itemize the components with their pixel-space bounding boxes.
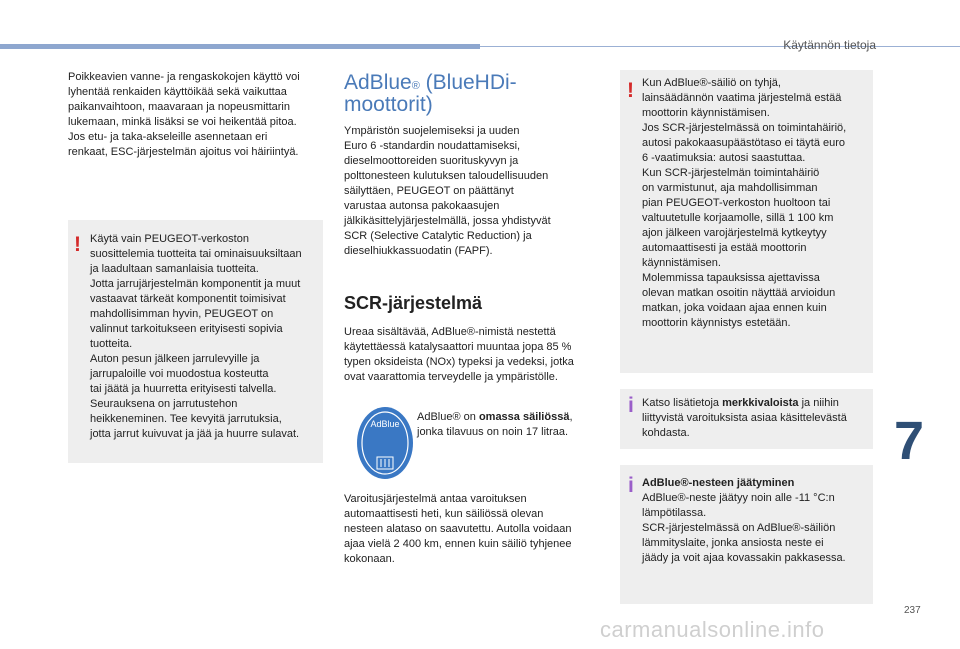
tank-paragraph [417, 410, 573, 440]
header-accent-bar [0, 44, 480, 49]
text-line: jarrupaloille voi muodostua kosteutta [90, 368, 269, 380]
text-line: tai jäätä ja huurretta erityisesti talvella. [90, 383, 277, 395]
text-line: tuotteita. [90, 338, 133, 350]
text-line: nesteen alataso on saavutettu. Autolla voidaan [344, 523, 572, 535]
cap-label: AdBlue [370, 419, 400, 429]
text-line: 6 -vaatimuksia: autosi saastuttaa. [642, 152, 806, 164]
warning-box-adblue-empty [620, 70, 873, 373]
text-line: jälkikäsittelyjärjestelmällä, jossa yhdistyvät [344, 215, 551, 227]
watermark: carmanualsonline.info [600, 617, 825, 642]
text-line: AdBlue® on omassa säiliössä, [417, 411, 573, 423]
text-line: automaattisesti ja estää moottorin [642, 242, 807, 254]
warning-icon: ! [627, 79, 634, 102]
text-line: valtuutetulle korjaamolle, sillä 1 100 km [642, 212, 834, 224]
text-line: matkan, joka voidaan ajaa ennen kuin [642, 302, 827, 314]
info-box-freezing [620, 465, 873, 604]
subheading-scr: SCR-järjestelmä [344, 293, 483, 313]
text-line: ja laadultaan samanlaisia tuotteita. [90, 263, 259, 275]
text-line: Molemmissa tapauksissa ajettavissa [642, 272, 820, 284]
text-line: lyhentää renkaiden käyttöikää sekä vaikuttaa [68, 86, 287, 98]
text-line: moottorin käynnistämisen. [642, 107, 770, 119]
text-line: olevan matkan osoitin näyttää arvioidun [642, 287, 836, 299]
heading-line-2: moottorit) [344, 93, 433, 116]
text-line: autosi pakokaasupäästötaso ei täytä euro [642, 137, 846, 149]
text-line: SCR-järjestelmässä on AdBlue®-säiliön [642, 522, 836, 534]
text-line: Varoitusjärjestelmä antaa varoituksen [344, 493, 527, 505]
text-line: ovat vaarattomia terveydelle ja ympäristölle. [344, 371, 558, 383]
text-line: käytettäessä katalysaattori muuntaa jopa 85 % [344, 341, 572, 353]
text-line: ajaa vielä 2 400 km, ennen kuin säiliö tyhjenee [344, 538, 572, 550]
text-line: käynnistämisen. [642, 257, 721, 269]
text-line: varustaa autonsa pakokaasujen [344, 200, 500, 212]
text-line: vastaavat tärkeät komponentit toimisivat [90, 293, 286, 305]
info-box-warning-lights [620, 389, 873, 449]
text-line: SCR (Selective Catalytic Reduction) ja [344, 230, 532, 242]
adblue-cap-icon [355, 405, 415, 487]
page-heading [344, 72, 517, 116]
text-line: Ympäristön suojelemiseksi ja uuden [344, 125, 520, 137]
text-line: on varmistunut, aja mahdollisimman [642, 182, 818, 194]
text-line: Jotta jarrujärjestelmän komponentit ja muut [90, 278, 301, 290]
text-line: polttonesteen kulutuksen taloudellisuuden [344, 170, 549, 182]
text-line: paikanvaihtoon, maavaraan ja nopeusmittarin [68, 101, 290, 113]
text-line: Auton pesun jälkeen jarrulevyille ja [90, 353, 260, 365]
text-line: suosittelemia tuotteita tai ominaisuuksiltaan [90, 248, 302, 260]
text-line: jäädy ja voit ajaa kovassakin pakkasessa. [642, 552, 846, 564]
text-line: lukemaan, minkä lisäksi se voi heikentää pitoa. [68, 116, 297, 128]
cap-body [357, 407, 413, 479]
info-title: AdBlue®-nesteen jäätyminen [642, 477, 795, 489]
text-line: liittyvistä varoituksista asiaa käsittelevästä [642, 412, 847, 424]
text-line: Poikkeavien vanne- ja rengaskokojen käyttö voi [68, 71, 300, 83]
scr-paragraph [344, 325, 574, 385]
info-icon: i [628, 474, 634, 497]
text-line: kohdasta. [642, 427, 690, 439]
middle-intro-paragraph [344, 124, 551, 259]
text-line: Käytä vain PEUGEOT-verkoston [90, 233, 249, 245]
text-line: dieselmoottoreiden suorituskyvyn ja [344, 155, 519, 167]
text-line: Jos SCR-järjestelmässä on toimintahäiriö, [642, 122, 847, 134]
chapter-number: 7 [894, 411, 925, 471]
text-line: lämpötilassa. [642, 507, 707, 519]
text-line: ajon jälkeen varojärjestelmä kytkeytyy [642, 227, 827, 239]
left-intro-paragraph [68, 70, 300, 160]
text-line: heikkeneminen. Tee kevyitä jarrutuksia, [90, 413, 282, 425]
heading-line-1: AdBlue® (BlueHDi- [344, 71, 517, 94]
page-number: 237 [904, 605, 921, 616]
text-line: lainsäädännön vaatima järjestelmä estää [642, 92, 842, 104]
text-line: Euro 6 -standardin noudattamiseksi, [344, 140, 521, 152]
warning-text [90, 232, 302, 442]
text-line: lämmityslaite, jonka ansiosta neste ei [642, 537, 824, 549]
text-line: jonka tilavuus on noin 17 litraa. [417, 426, 569, 438]
text-line: mahdollisimman hyvin, PEUGEOT on [90, 308, 274, 320]
text-line: pian PEUGEOT-verkoston huoltoon tai [642, 197, 831, 209]
text-line: valinnut tarkoitukseen erityisesti sopivia [90, 323, 283, 335]
warning-icon: ! [74, 233, 81, 256]
section-title: Käytännön tietoja [783, 38, 876, 52]
text-line: jotta jarrut kuivuvat ja jää ja huurre sulavat. [90, 428, 300, 440]
text-line: säilyttäen, PEUGEOT on päättänyt [344, 185, 514, 197]
warning-text [642, 76, 846, 331]
text-line: Kun AdBlue®-säiliö on tyhjä, [642, 77, 781, 89]
text-line: dieselhiukkassuodatin (FAPF). [344, 245, 493, 257]
text-line: typen oksideista (NOx) typeksi ja vedeksi, jotka [344, 356, 574, 368]
text-line: AdBlue®-neste jäätyy noin alle -11 °C:n [642, 492, 835, 504]
text-line: Jos etu- ja taka-akseleille asennetaan eri [68, 131, 268, 143]
text-line: renkaat, ESC-järjestelmän ajoitus voi häiriintyä. [68, 146, 299, 158]
warning-system-paragraph [344, 492, 572, 567]
info-icon: i [628, 394, 634, 417]
warning-box-brakes [68, 220, 323, 463]
info-text [642, 476, 846, 566]
text-line: Seurauksena on jarrutustehon [90, 398, 238, 410]
text-line: Kun SCR-järjestelmän toimintahäiriö [642, 167, 820, 179]
header-rule [480, 46, 960, 47]
text-line: moottorin käynnistys estetään. [642, 317, 791, 329]
info-text [642, 396, 847, 441]
text-line: Ureaa sisältävää, AdBlue®-nimistä nestettä [344, 326, 556, 338]
text-line: kokonaan. [344, 553, 395, 565]
text-line: Katso lisätietoja merkkivaloista ja niihin [642, 397, 839, 409]
text-line: automaattisesti heti, kun säiliössä olevan [344, 508, 544, 520]
